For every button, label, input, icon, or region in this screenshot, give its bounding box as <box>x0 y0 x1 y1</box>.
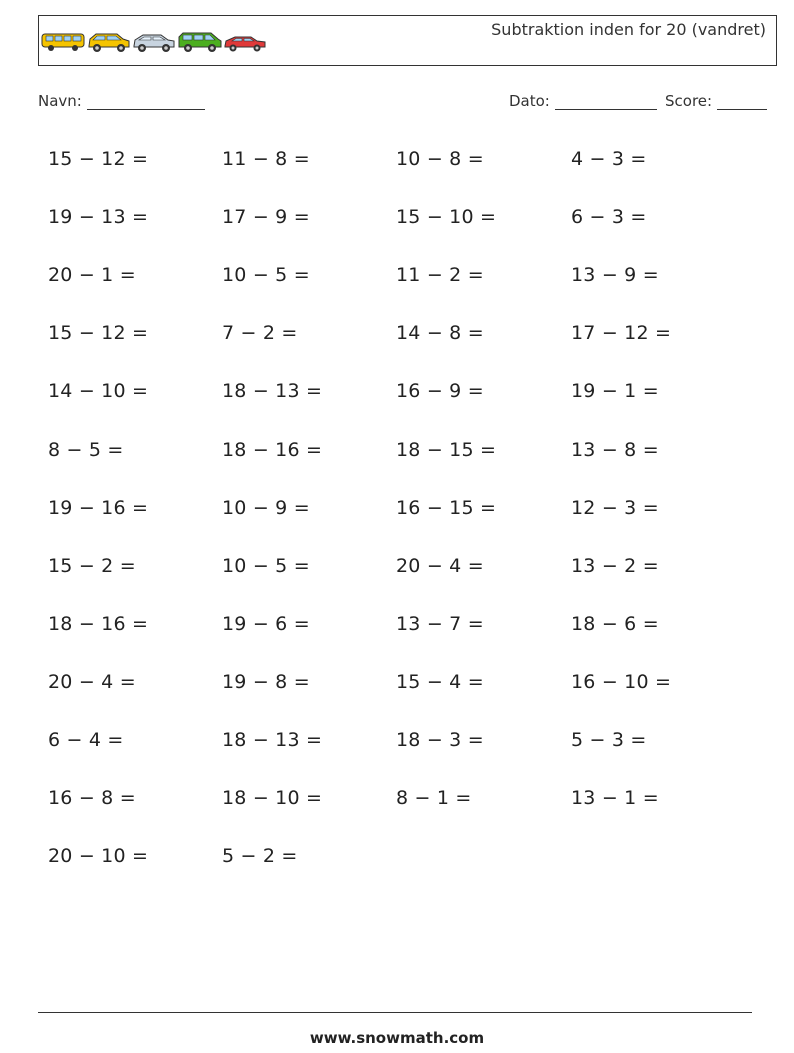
problem-item: 18 − 13 = <box>222 380 323 402</box>
yellow-car-icon <box>89 34 129 52</box>
problem-item: 15 − 2 = <box>48 555 136 577</box>
problem-item: 19 − 1 = <box>571 380 659 402</box>
problem-item: 19 − 13 = <box>48 206 149 228</box>
problem-item: 10 − 5 = <box>222 555 310 577</box>
problem-item: 10 − 9 = <box>222 497 310 519</box>
car-icons <box>41 28 271 54</box>
problem-item: 18 − 16 = <box>222 439 323 461</box>
problem-item: 18 − 13 = <box>222 729 323 751</box>
problem-item: 13 − 1 = <box>571 787 659 809</box>
problem-item: 18 − 10 = <box>222 787 323 809</box>
problem-item: 6 − 4 = <box>48 729 124 751</box>
problem-item: 16 − 8 = <box>48 787 136 809</box>
problem-item: 15 − 10 = <box>396 206 497 228</box>
red-car-icon <box>225 37 265 52</box>
problem-item: 13 − 2 = <box>571 555 659 577</box>
score-field[interactable] <box>665 92 767 110</box>
problem-item: 18 − 3 = <box>396 729 484 751</box>
problem-item: 18 − 16 = <box>48 613 149 635</box>
problem-item: 15 − 12 = <box>48 148 149 170</box>
date-line[interactable] <box>555 93 657 110</box>
problem-item: 15 − 4 = <box>396 671 484 693</box>
score-label: Score: <box>665 92 713 110</box>
problem-item: 5 − 2 = <box>222 845 298 867</box>
problem-item: 12 − 3 = <box>571 497 659 519</box>
problem-item: 16 − 15 = <box>396 497 497 519</box>
problem-item: 6 − 3 = <box>571 206 647 228</box>
problem-item: 13 − 7 = <box>396 613 484 635</box>
problem-item: 16 − 10 = <box>571 671 672 693</box>
problem-item: 14 − 10 = <box>48 380 149 402</box>
problem-item: 19 − 6 = <box>222 613 310 635</box>
problem-item: 20 − 10 = <box>48 845 149 867</box>
footer-divider <box>38 1012 752 1013</box>
problem-item: 4 − 3 = <box>571 148 647 170</box>
problem-item: 13 − 9 = <box>571 264 659 286</box>
problem-item: 8 − 5 = <box>48 439 124 461</box>
problem-item: 8 − 1 = <box>396 787 472 809</box>
problem-item: 17 − 12 = <box>571 322 672 344</box>
footer-url: www.snowmath.com <box>309 1029 485 1047</box>
bus-icon <box>42 34 84 51</box>
name-label: Navn: <box>38 92 82 110</box>
worksheet-header <box>38 15 777 66</box>
problem-item: 10 − 8 = <box>396 148 484 170</box>
problem-item: 20 − 4 = <box>396 555 484 577</box>
date-label: Dato: <box>509 92 550 110</box>
problem-item: 7 − 2 = <box>222 322 298 344</box>
problem-item: 16 − 9 = <box>396 380 484 402</box>
problem-item: 20 − 1 = <box>48 264 136 286</box>
problem-item: 14 − 8 = <box>396 322 484 344</box>
silver-car-icon <box>134 35 174 52</box>
date-field[interactable] <box>509 92 657 110</box>
name-field[interactable] <box>38 92 205 110</box>
problem-item: 11 − 2 = <box>396 264 484 286</box>
problem-item: 18 − 6 = <box>571 613 659 635</box>
problem-item: 20 − 4 = <box>48 671 136 693</box>
problem-item: 18 − 15 = <box>396 439 497 461</box>
problem-item: 19 − 8 = <box>222 671 310 693</box>
problem-item: 19 − 16 = <box>48 497 149 519</box>
problem-item: 11 − 8 = <box>222 148 310 170</box>
name-line[interactable] <box>87 93 205 110</box>
problem-item: 5 − 3 = <box>571 729 647 751</box>
problem-item: 15 − 12 = <box>48 322 149 344</box>
worksheet-title: Subtraktion inden for 20 (vandret) <box>491 20 766 39</box>
score-line[interactable] <box>717 93 767 110</box>
problem-item: 13 − 8 = <box>571 439 659 461</box>
green-van-icon <box>179 33 221 52</box>
problem-item: 17 − 9 = <box>222 206 310 228</box>
problem-item: 10 − 5 = <box>222 264 310 286</box>
